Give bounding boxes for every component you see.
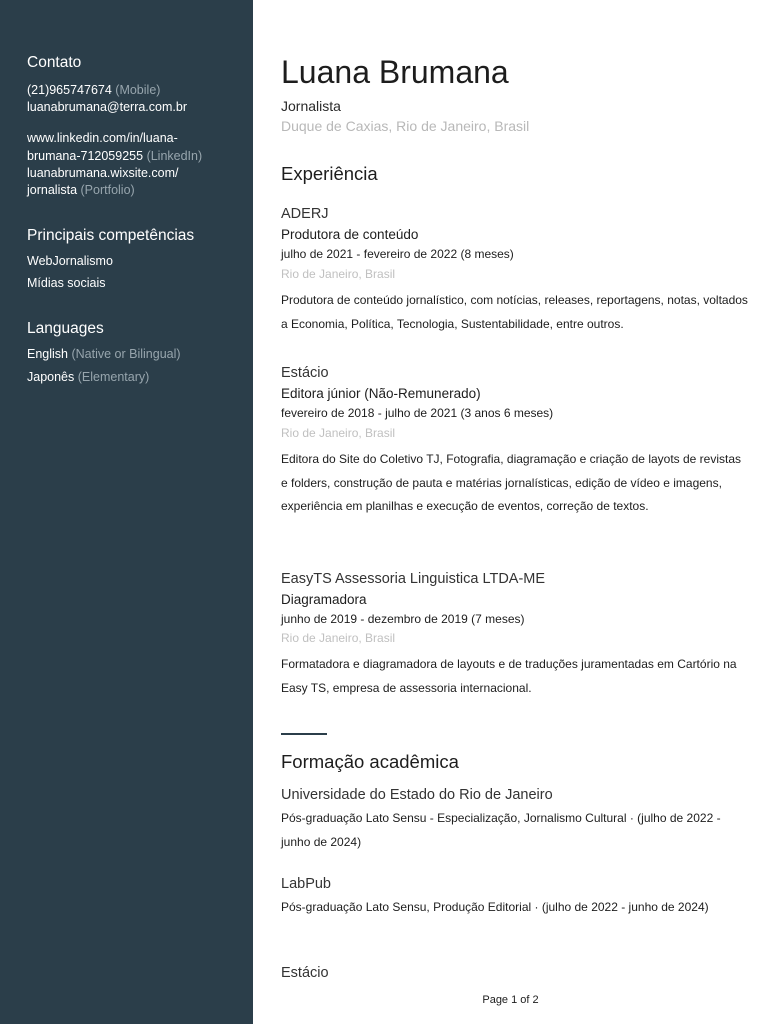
section-divider (281, 733, 327, 735)
experience-dates: julho de 2021 - fevereiro de 2022 (8 meses) (281, 247, 514, 261)
experience-company: Estácio (281, 365, 329, 381)
experience-dates: junho de 2019 - dezembro de 2019 (7 meses) (281, 612, 525, 626)
language-level: (Elementary) (77, 370, 150, 384)
experience-role: Diagramadora (281, 592, 367, 607)
phone-number[interactable]: (21)965747674 (27, 83, 112, 97)
portfolio-link-line1[interactable]: luanabrumana.wixsite.com/ (27, 166, 179, 180)
education-school: LabPub (281, 876, 331, 892)
linkedin-link-line2[interactable] (27, 149, 202, 163)
education-school: Estácio (281, 965, 329, 981)
contact-phone (27, 83, 160, 97)
education-title: Formação acadêmica (281, 751, 459, 772)
experience-description: Produtora de conteúdo jornalístico, com notícias, releases, reportagens, notas, voltados a Economia, Política, Tecnologia, Sustentabilidade, entre outros. (281, 293, 748, 331)
linkedin-link-text[interactable]: brumana-712059255 (27, 149, 144, 163)
education-detail: Pós-graduação Lato Sensu, Produção Editorial · (julho de 2022 - junho de 2024) (281, 900, 709, 914)
experience-description: Formatadora e diagramadora de layouts e de traduções juramentadas em Cartório na Easy TS, empresa de assessoria internacional. (281, 657, 737, 695)
experience-location: Rio de Janeiro, Brasil (281, 267, 396, 281)
experience-location: Rio de Janeiro, Brasil (281, 426, 396, 440)
portfolio-link-line2[interactable] (27, 183, 135, 197)
skill-item: Mídias sociais (27, 276, 106, 290)
language-item (27, 347, 181, 361)
experience-dates: fevereiro de 2018 - julho de 2021 (3 anos 6 meses) (281, 406, 554, 420)
language-name: English (27, 347, 68, 361)
experience-location: Rio de Janeiro, Brasil (281, 631, 396, 645)
skills-heading: Principais competências (27, 227, 195, 244)
experience-company: ADERJ (281, 206, 329, 222)
page-number: Page 1 of 2 (482, 994, 539, 1006)
profile-location: Duque de Caxias, Rio de Janeiro, Brasil (281, 118, 530, 134)
education-detail: Pós-graduação Lato Sensu - Especialização, Jornalismo Cultural · (julho de 2022 - junho de 2024) (281, 811, 721, 849)
language-level: (Native or Bilingual) (71, 347, 181, 361)
experience-company: EasyTS Assessoria Linguistica LTDA-ME (281, 571, 546, 587)
experience-role: Produtora de conteúdo (281, 227, 419, 242)
contact-email[interactable]: luanabrumana@terra.com.br (27, 100, 187, 114)
profile-name: Luana Brumana (281, 54, 509, 90)
portfolio-label: (Portfolio) (80, 183, 135, 197)
main-content (253, 0, 768, 1024)
experience-description: Editora do Site do Coletivo TJ, Fotografia, diagramação e criação de layots de revistas e folders, construção de pauta e matérias jornalísticas, edição de vídeo e imagens, experiência em planilhas e execução de eventos, correção de textos. (281, 452, 742, 513)
contact-heading: Contato (27, 54, 82, 71)
skill-item: WebJornalismo (27, 254, 113, 268)
education-school: Universidade do Estado do Rio de Janeiro (281, 787, 553, 803)
portfolio-link-text[interactable]: jornalista (27, 183, 78, 197)
experience-role: Editora júnior (Não-Remunerado) (281, 386, 481, 401)
experience-title: Experiência (281, 163, 378, 184)
language-name: Japonês (27, 370, 75, 384)
sidebar (0, 0, 253, 1024)
linkedin-link-line1[interactable]: www.linkedin.com/in/luana- (27, 131, 178, 145)
languages-heading: Languages (27, 320, 104, 337)
language-item (27, 370, 149, 384)
profile-headline: Jornalista (281, 98, 341, 114)
linkedin-label: (LinkedIn) (146, 149, 203, 163)
phone-type: (Mobile) (115, 83, 161, 97)
